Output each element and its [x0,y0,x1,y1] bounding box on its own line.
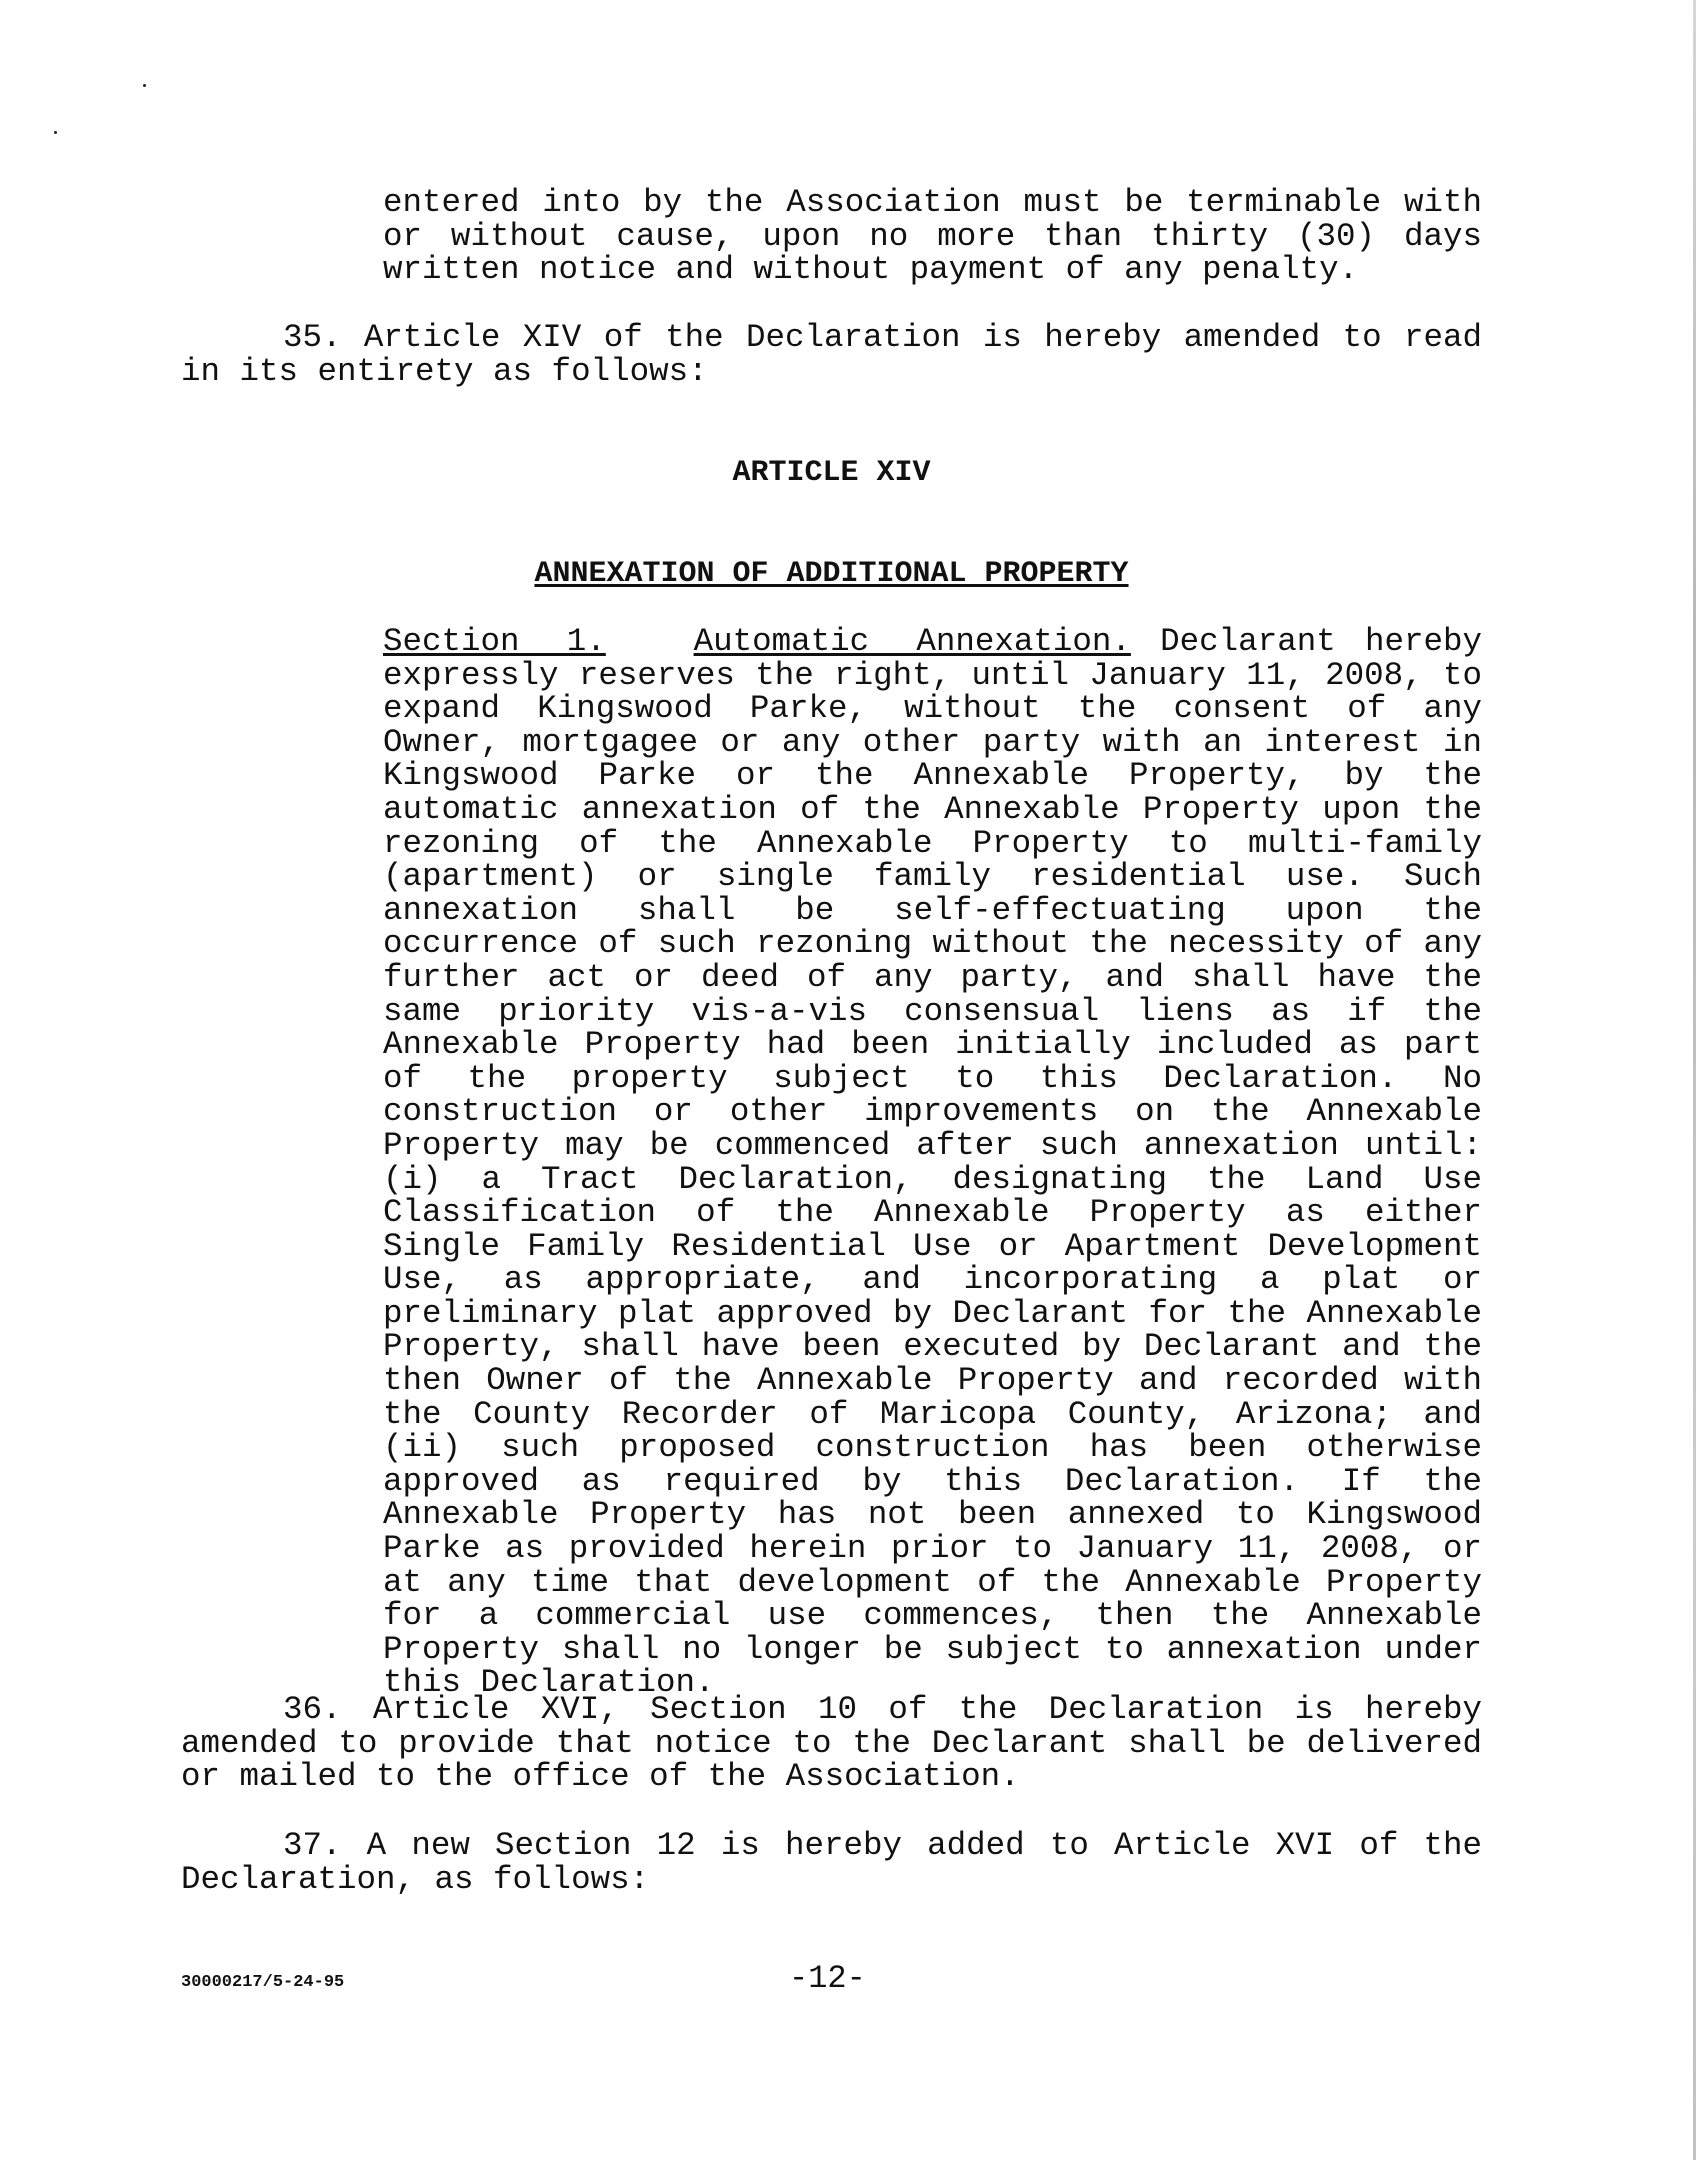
continuation-paragraph: entered into by the Association must be terminable with or without cause, upon no more than thirty (30) days written notice and without payment of any penalty. [383,184,1482,289]
scan-speck-2 [54,131,57,134]
paragraph-36: 36. Article XVI, Section 10 of the Declaration is hereby amended to provide that notice to the Declarant shall be delivered or mailed to the office of the Association. [181,1691,1482,1796]
section-1-paragraph [383,625,1482,1700]
scan-speck-1 [143,84,146,87]
article-heading: ARTICLE XIV [732,456,931,490]
paragraph-37: 37. A new Section 12 is hereby added to Article XVI of the Declaration, as follows: [181,1827,1482,1898]
article-subheading-text: ANNEXATION OF ADDITIONAL PROPERTY [534,557,1129,591]
paragraph-35: 35. Article XIV of the Declaration is hereby amended to read in its entirety as follows: [181,319,1482,390]
footer-doc-code: 30000217/5-24-95 [181,1973,345,1992]
section-1-body: Declarant hereby expressly reserves the right, until January 11, 2008, to expand Kingswood Parke, without the consent of any Owner, mortgagee or any other party with an interest in Kingswood Parke or the Annexable Property, by the automatic annexation of the Annexable Property upon the rezoning of the Annexable Property to multi-family (apartment) or single family residential use. Such annexation shall be self-effectuating upon the occurrence of such rezoning without the necessity of any further act or deed of any party, and shall have the same priority vis-a-vis consensual liens as if the Annexable Property had been initially included as part of the property subject to this Declaration. No construction or other improvements on the Annexable Property may be commenced after such annexation until: (i) a Tract Declaration, designating the Land Use Classification of the Annexable Property as either Single Family Residential Use or Apartment Development Use, as appropriate, and incorporating a plat or preliminary plat approved by Declarant for the Annexable Property, shall have been executed by Declarant and the then Owner of the Annexable Property and recorded with the County Recorder of Maricopa County, Arizona; and (ii) such proposed construction has been otherwise approved as required by this Declaration. If the Annexable Property has not been annexed to Kingswood Parke as provided herein prior to January 11, 2008, or at any time that development of the Annexable Property for a commercial use commences, then the Annexable Property shall no longer be subject to annexation under this Declaration. [383,623,1482,1702]
section-1-title: Automatic Annexation. [693,623,1131,660]
section-1-label: Section 1. [383,623,606,660]
page-number: -12- [789,1960,866,1997]
article-subheading [181,557,1482,591]
